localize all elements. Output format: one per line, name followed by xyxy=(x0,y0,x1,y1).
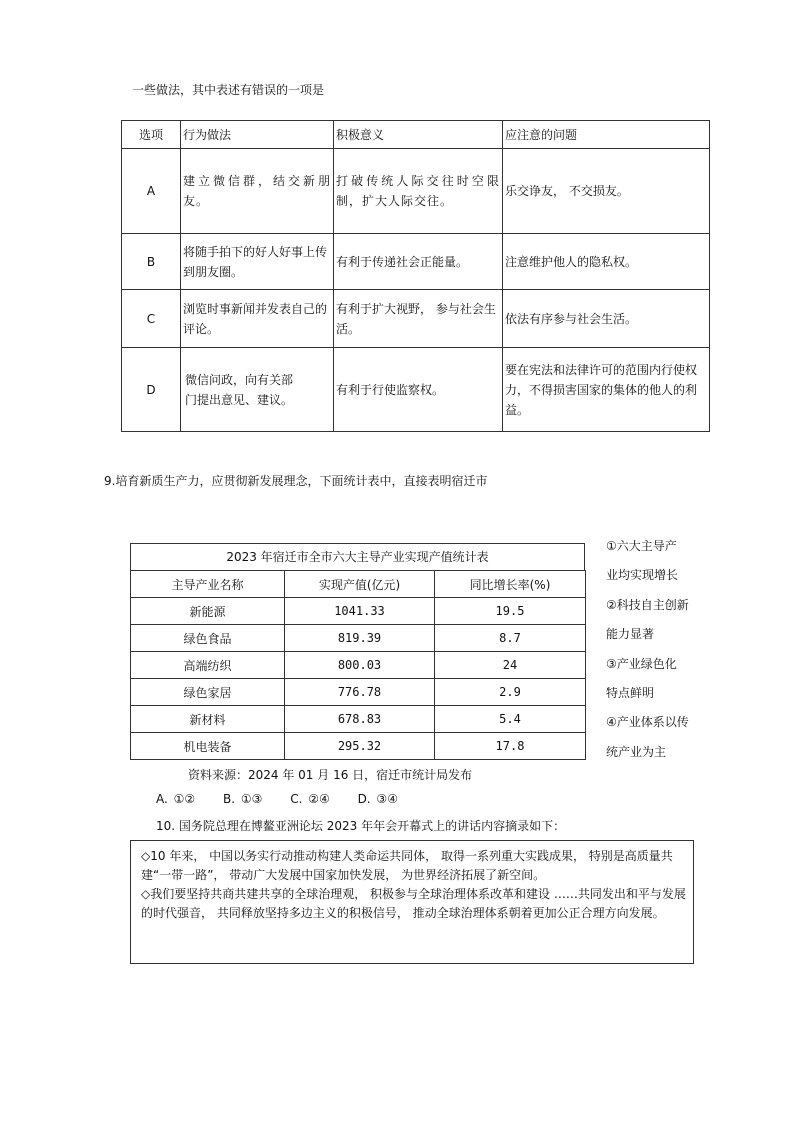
industry-name: 新材料 xyxy=(131,706,285,733)
statement-line: ③产业绿色化 xyxy=(606,656,677,671)
row-action-line: 门提出意见、建议。 xyxy=(185,392,294,407)
output-value: 295.32 xyxy=(285,733,435,760)
statement-line: 统产业为主 xyxy=(606,744,667,759)
data-source: 资料来源：2024 年 01 月 16 日，宿迁市统计局发布 xyxy=(188,768,473,782)
table-row xyxy=(131,733,586,760)
output-value: 776.78 xyxy=(285,679,435,706)
header-option: 选项 xyxy=(122,121,181,149)
row-meaning: 打破传统人际交往时空限制，扩大人际交往。 xyxy=(334,149,503,234)
statement-line: 能力显著 xyxy=(606,627,655,642)
row-option: D xyxy=(122,348,181,432)
table-row xyxy=(131,625,586,652)
table-row xyxy=(131,706,586,733)
row-meaning: 有利于扩大视野， 参与社会生活。 xyxy=(334,290,503,348)
table-row xyxy=(131,598,586,625)
header-meaning: 积极意义 xyxy=(334,121,503,149)
choice-d[interactable]: D. ③④ xyxy=(357,792,398,806)
behavior-table xyxy=(121,120,710,432)
row-action: 建立微信群，结交新朋友。 xyxy=(181,149,334,234)
row-action: 浏览时事新闻并发表自己的评论。 xyxy=(181,290,334,348)
growth-rate: 8.7 xyxy=(435,625,586,652)
statement-line: ④产业体系以传 xyxy=(606,715,689,730)
header-note: 应注意的问题 xyxy=(503,121,710,149)
table-row xyxy=(131,679,586,706)
industry-name: 绿色家居 xyxy=(131,679,285,706)
excerpt-paragraph: ◇我们要坚持共商共建共享的全球治理观， 积极参与全球治理体系改革和建设 ……共同发出和平与发展的时代强音， 共同释放坚持多边主义的积极信号， 推动全球治理体系朝着更加公正合理方向发展。 xyxy=(141,887,686,920)
growth-rate: 2.9 xyxy=(435,679,586,706)
industry-name: 机电装备 xyxy=(131,733,285,760)
row-note: 要在宪法和法律许可的范围内行使权力，不得损害国家的集体的他人的利益。 xyxy=(503,348,710,432)
output-value: 1041.33 xyxy=(285,598,435,625)
row-note: 依法有序参与社会生活。 xyxy=(503,290,710,348)
industry-name: 新能源 xyxy=(131,598,285,625)
industry-name: 高端纺织 xyxy=(131,652,285,679)
header-growth: 同比增长率(%) xyxy=(435,571,586,598)
output-value: 678.83 xyxy=(285,706,435,733)
table-header-row xyxy=(122,121,710,149)
choice-b[interactable]: B. ①③ xyxy=(222,792,263,806)
growth-rate: 17.8 xyxy=(435,733,586,760)
output-value: 800.03 xyxy=(285,652,435,679)
table-row xyxy=(122,234,710,290)
excerpt-paragraph: ◇10 年来， 中国以务实行动推动构建人类命运共同体， 取得一系列重大实践成果， 特别是高质量共建“一带一路”， 带动广大发展中国家加快发展， 为世界经济拓展了新空间。 xyxy=(141,849,673,882)
row-note: 乐交诤友， 不交损友。 xyxy=(503,149,710,234)
row-action-line: 微信问政，向有关部 xyxy=(185,372,294,387)
statement-line: ①六大主导产 xyxy=(606,539,677,553)
statement-line: ②科技自主创新 xyxy=(606,597,689,612)
row-meaning: 有利于行使监察权。 xyxy=(334,348,503,432)
statement-options xyxy=(606,532,706,767)
question-10: 10. 国务院总理在博鳌亚洲论坛 2023 年年会开幕式上的讲话内容摘录如下： xyxy=(156,819,566,833)
statement-line: 特点鲜明 xyxy=(606,686,655,701)
growth-rate: 5.4 xyxy=(435,706,586,733)
industry-name: 绿色食品 xyxy=(131,625,285,652)
table-row xyxy=(122,290,710,348)
stats-table xyxy=(130,570,586,760)
row-option: A xyxy=(122,149,181,234)
table-row xyxy=(131,652,586,679)
row-option: B xyxy=(122,234,181,290)
row-note: 注意维护他人的隐私权。 xyxy=(503,234,710,290)
answer-choices xyxy=(156,792,420,806)
statement-line: 业均实现增长 xyxy=(606,568,679,583)
table-row xyxy=(122,348,710,432)
output-value: 819.39 xyxy=(285,625,435,652)
header-output: 实现产值(亿元) xyxy=(285,571,435,598)
header-action: 行为做法 xyxy=(181,121,334,149)
question-intro: 一些做法，其中表述有错误的一项是 xyxy=(132,83,325,97)
row-action xyxy=(181,348,334,432)
row-meaning: 有利于传递社会正能量。 xyxy=(334,234,503,290)
choice-c[interactable]: C. ②④ xyxy=(290,792,330,806)
growth-rate: 19.5 xyxy=(435,598,586,625)
growth-rate: 24 xyxy=(435,652,586,679)
table-row xyxy=(122,149,710,234)
row-action: 将随手拍下的好人好事上传到朋友圈。 xyxy=(181,234,334,290)
table-header-row xyxy=(131,571,586,598)
row-option: C xyxy=(122,290,181,348)
stats-table-caption: 2023 年宿迁市全市六大主导产业实现产值统计表 xyxy=(130,543,585,570)
question-9: 9.培育新质生产力，应贯彻新发展理念，下面统计表中，直接表明宿迁市 xyxy=(104,474,488,488)
header-industry: 主导产业名称 xyxy=(131,571,285,598)
speech-excerpt-box xyxy=(130,840,694,964)
choice-a[interactable]: A. ①② xyxy=(156,792,196,806)
